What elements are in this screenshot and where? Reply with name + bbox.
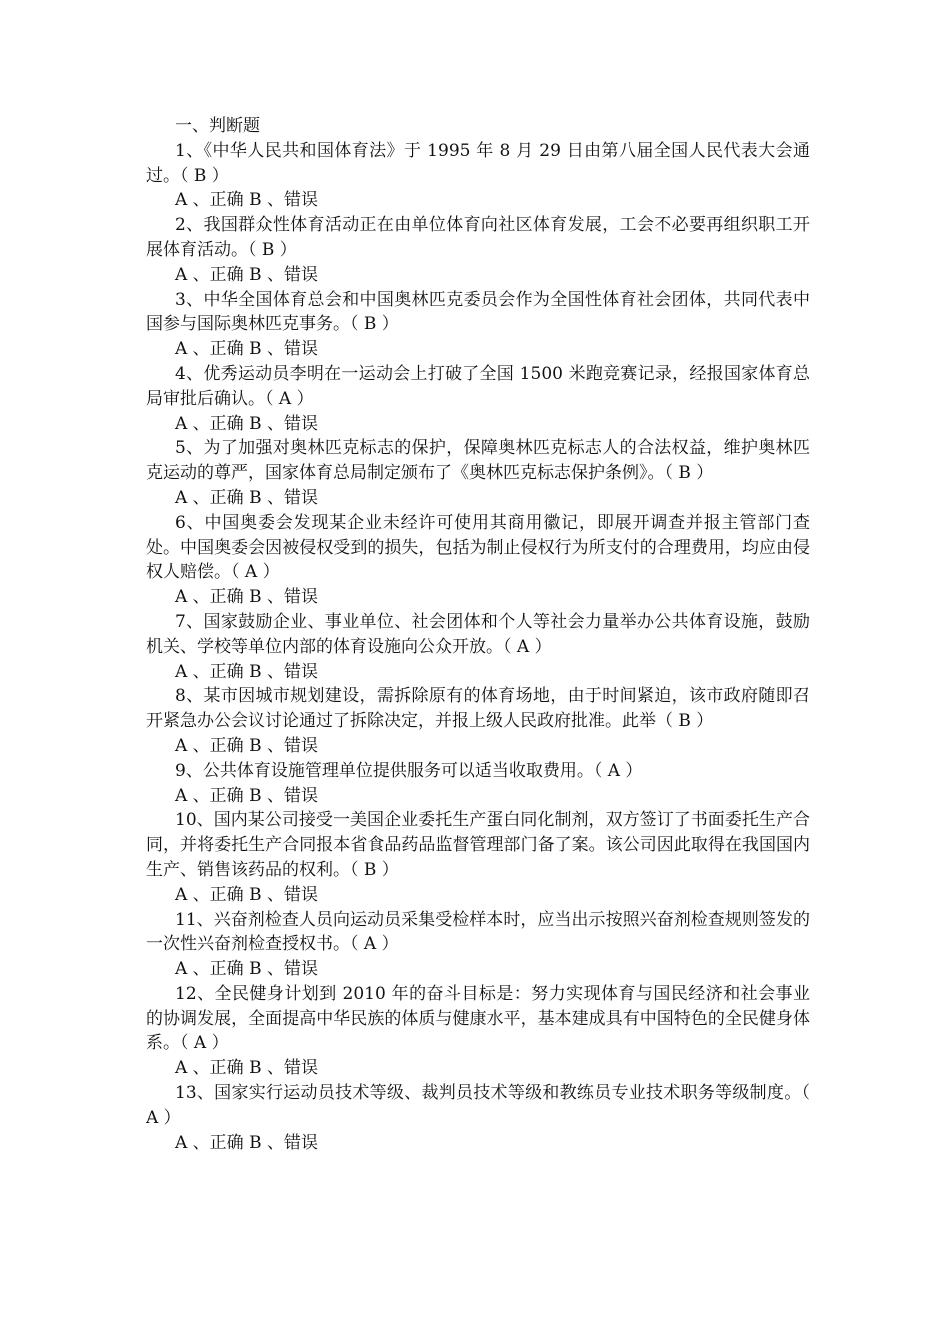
question-item bbox=[146, 511, 810, 610]
question-text: 7、国家鼓励企业、事业单位、社会团体和个人等社会力量举办公共体育设施，鼓励机关、学校等单位内部的体育设施向公众开放。（ A ） bbox=[146, 611, 810, 657]
question-item bbox=[146, 288, 810, 362]
question-item bbox=[146, 808, 810, 907]
question-item bbox=[146, 759, 810, 809]
answer-options: A 、正确 B 、错误 bbox=[175, 661, 318, 682]
question-text: 9、公共体育设施管理单位提供服务可以适当收取费用。（ A ） bbox=[175, 760, 643, 781]
question-text: 1、《中华人民共和国体育法》于 1995 年 8 月 29 日由第八届全国人民代表大会通过。（ B ） bbox=[146, 140, 810, 186]
answer-options: A 、正确 B 、错误 bbox=[175, 264, 318, 285]
question-text: 4、优秀运动员李明在一运动会上打破了全国 1500 米跑竞赛记录，经报国家体育总局审批后确认。（ A ） bbox=[146, 363, 810, 409]
section-title: 一、判断题 bbox=[175, 116, 260, 136]
question-item bbox=[146, 139, 810, 213]
question-item bbox=[146, 908, 810, 982]
answer-options: A 、正确 B 、错误 bbox=[175, 487, 318, 508]
answer-options: A 、正确 B 、错误 bbox=[175, 339, 318, 360]
question-text: 13、国家实行运动员技术等级、裁判员技术等级和教练员专业技术职务等级制度。（ A ） bbox=[146, 1083, 810, 1128]
question-item bbox=[146, 436, 810, 510]
question-list bbox=[146, 139, 810, 1156]
answer-options: A 、正确 B 、错误 bbox=[175, 1132, 318, 1153]
answer-options: A 、正确 B 、错误 bbox=[175, 785, 318, 806]
question-text: 12、全民健身计划到 2010 年的奋斗目标是：努力实现体育与国民经济和社会事业的协调发展，全面提高中华民族的体质与健康水平，基本建成具有中国特色的全民健身体系。（ A ） bbox=[146, 983, 810, 1054]
question-text: 3、中华全国体育总会和中国奥林匹克委员会作为全国性体育社会团体，共同代表中国参与国际奥林匹克事务。（ B ） bbox=[146, 289, 810, 335]
question-text: 10、国内某公司接受一美国企业委托生产蛋白同化制剂，双方签订了书面委托生产合同，并将委托生产合同报本省食品药品监督管理部门备了案。该公司因此取得在我国国内生产、销售该药品的权利。（ B ） bbox=[146, 810, 810, 880]
answer-options: A 、正确 B 、错误 bbox=[175, 587, 318, 608]
question-text: 11、兴奋剂检查人员向运动员采集受检样本时，应当出示按照兴奋剂检查规则签发的一次性兴奋剂检查授权书。（ A ） bbox=[146, 909, 810, 955]
answer-options: A 、正确 B 、错误 bbox=[175, 735, 318, 756]
question-text: 6、中国奥委会发现某企业未经许可使用其商用徽记，即展开调查并报主管部门查处。中国奥委会因被侵权受到的损失，包括为制止侵权行为所支付的合理费用，均应由侵权人赔偿。（ A ） bbox=[146, 512, 810, 583]
answer-options: A 、正确 B 、错误 bbox=[175, 1058, 318, 1079]
question-item bbox=[146, 1081, 810, 1155]
question-item bbox=[146, 982, 810, 1081]
question-item bbox=[146, 362, 810, 436]
question-text: 2、我国群众性体育活动正在由单位体育向社区体育发展，工会不必要再组织职工开展体育活动。（ B ） bbox=[146, 215, 810, 260]
question-item bbox=[146, 610, 810, 684]
answer-options: A 、正确 B 、错误 bbox=[175, 959, 318, 980]
question-text: 8、某市因城市规划建设，需拆除原有的体育场地，由于时间紧迫，该市政府随即召开紧急办公会议讨论通过了拆除决定，并报上级人民政府批准。此举（ B ） bbox=[146, 686, 810, 732]
answer-options: A 、正确 B 、错误 bbox=[175, 190, 318, 211]
answer-options: A 、正确 B 、错误 bbox=[175, 884, 318, 905]
question-item bbox=[146, 684, 810, 758]
question-text: 5、为了加强对奥林匹克标志的保护，保障奥林匹克标志人的合法权益，维护奥林匹克运动的尊严，国家体育总局制定颁布了《奥林匹克标志保护条例》。（ B ） bbox=[146, 438, 810, 484]
answer-options: A 、正确 B 、错误 bbox=[175, 413, 318, 434]
question-item bbox=[146, 213, 810, 287]
